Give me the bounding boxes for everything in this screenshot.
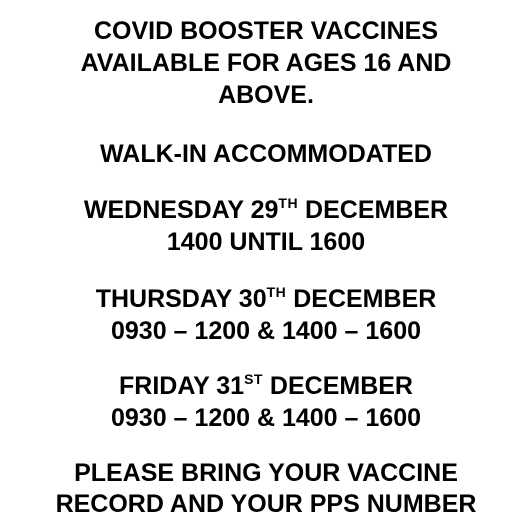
session-month: DECEMBER: [298, 196, 449, 224]
date-ordinal-suffix: TH: [266, 284, 287, 300]
session-day: FRIDAY 31: [119, 372, 245, 400]
session-day: WEDNESDAY 29: [83, 196, 279, 224]
heading-line-3: ABOVE.: [218, 81, 314, 109]
session-thursday-times: 0930 – 1200 & 1400 – 1600: [111, 317, 421, 345]
session-month: DECEMBER: [262, 372, 413, 400]
date-ordinal-suffix: ST: [244, 371, 263, 387]
date-ordinal-suffix: TH: [278, 195, 299, 211]
heading-line-1: COVID BOOSTER VACCINES: [93, 17, 439, 45]
session-wednesday-times: 1400 UNTIL 1600: [166, 228, 366, 256]
session-month: DECEMBER: [286, 285, 437, 313]
walk-in-notice: WALK-IN ACCOMMODATED: [100, 140, 432, 168]
session-friday-times: 0930 – 1200 & 1400 – 1600: [111, 404, 421, 432]
footer-line-2: RECORD AND YOUR PPS NUMBER: [55, 490, 477, 518]
footer-line-1: PLEASE BRING YOUR VACCINE: [74, 459, 458, 487]
session-day: THURSDAY 30: [95, 285, 267, 313]
heading-line-2: AVAILABLE FOR AGES 16 AND: [80, 49, 452, 77]
session-friday-date: [0, 371, 532, 404]
session-thursday-date: [0, 284, 532, 317]
session-wednesday-date: [0, 195, 532, 228]
